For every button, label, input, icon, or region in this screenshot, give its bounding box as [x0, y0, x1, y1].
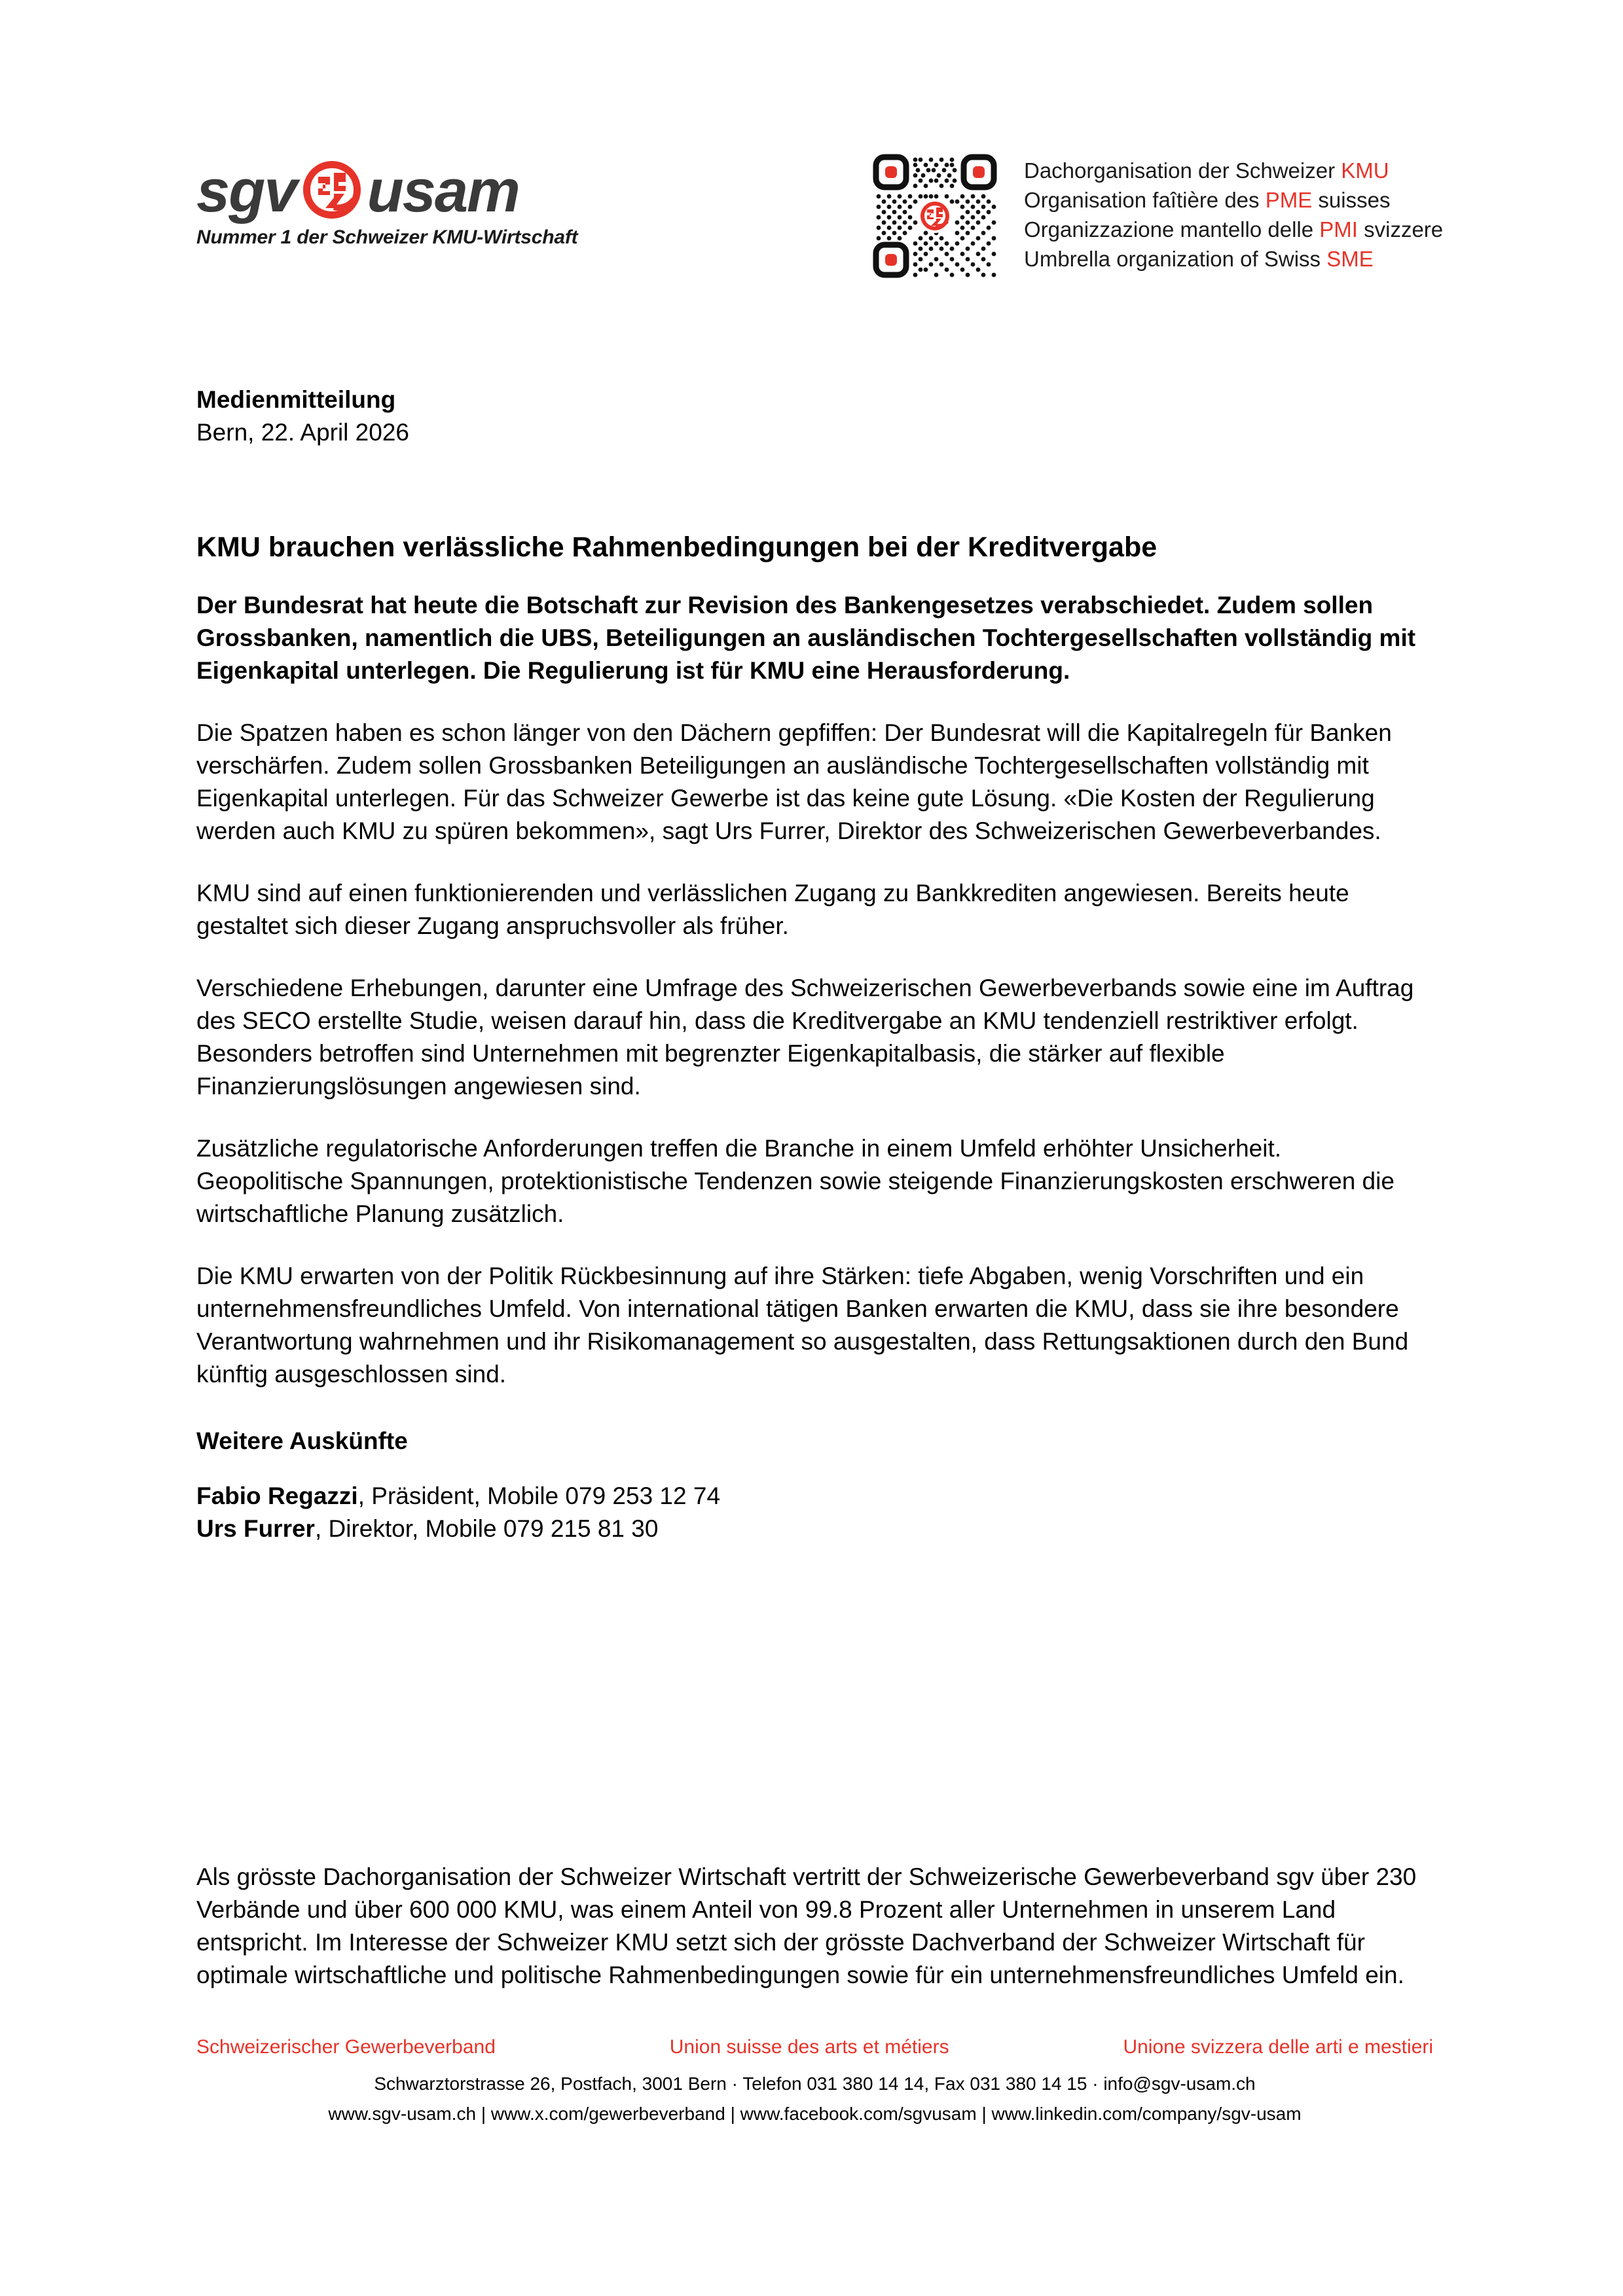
org-line-it-tail: svizzere [1357, 217, 1444, 242]
document-footer [196, 2034, 1433, 2128]
boilerplate-paragraph: Als grösste Dachorganisation der Schweizer Wirtschaft vertritt der Schweizerische Gewerbeverband sgv über 230 Verbände und über 600 000 KMU, was einem Anteil von 99.8 Prozent aller Unternehmen in unserem Land entspricht. Im Interesse der Schweizer KMU setzt sich der grösste Dachverband der Schweizer Wirtschaft für optimale wirtschaftliche und politische Rahmenbedingungen sowie für ein unternehmensfreundliches Umfeld ein. [196, 1863, 1417, 1988]
org-line-en-text: Umbrella organization of Swiss [1024, 247, 1327, 271]
contact-row-president [196, 1480, 1444, 1513]
org-line-fr [1024, 185, 1443, 215]
footer-org-it: Unione svizzera delle arti e mestieri [1123, 2036, 1433, 2058]
logo-tagline: Nummer 1 der Schweizer KMU-Wirtschaft [196, 226, 578, 248]
document-type-label: Medienmitteilung [196, 386, 396, 413]
body-paragraph-3: Verschiedene Erhebungen, darunter eine Umfrage des Schweizerischen Gewerbeverbands sowie eine im Auftrag des SECO erstellte Studie, weisen darauf hin, dass die Kreditvergabe an KMU tendenziell restriktiver erfolgt. Besonders betroffen sind Unternehmen mit begrenzter Eigenkapitalbasis, die stärker auf flexible Finanzierungslösungen angewiesen sind. [196, 975, 1414, 1100]
contact-detail-director: , Direktor, Mobile 079 215 81 30 [314, 1515, 659, 1542]
contact-section-heading: Weitere Auskünfte [196, 1427, 408, 1454]
contact-name-director: Urs Furrer [196, 1515, 315, 1542]
sgv-swiss-cross-emblem-icon [298, 157, 366, 225]
organization-tagline-list [1024, 152, 1443, 274]
lead-paragraph: Der Bundesrat hat heute die Botschaft zur Revision des Bankengesetzes verabschiedet. Zudem sollen Grossbanken, namentlich die UBS, Beteiligungen an ausländischen Tochtergesellschaften vollständig mit Eigenkapital unterlegen. Die Regulierung ist für KMU eine Herausforderung. [196, 592, 1416, 684]
footer-org-fr: Union suisse des arts et métiers [669, 2036, 949, 2058]
body-paragraph-5: Die KMU erwarten von der Politik Rückbesinnung auf ihre Stärken: tiefe Abgaben, wenig Vorschriften und ein unternehmensfreundliches Umfeld. Von international tätigen Banken erwarten die KMU, dass sie ihre besondere Verantwortung wahrnehmen und ihr Risikomanagement so ausgestalten, dass Rettungsaktionen durch den Bund künftig ausgeschlossen sind. [196, 1263, 1409, 1388]
body-paragraph-4: Zusätzliche regulatorische Anforderungen treffen die Branche in einem Umfeld erhöhter Unsicherheit. Geopolitische Spannungen, protektionistische Tendenzen sowie steigende Finanzierungskosten erschweren die wirtschaftliche Planung zusätzlich. [196, 1135, 1395, 1227]
footer-org-de: Schweizerischer Gewerbeverband [196, 2036, 496, 2058]
organization-identity [871, 152, 1443, 280]
qr-code-icon[interactable] [871, 152, 999, 280]
org-line-de-text: Dachorganisation der Schweizer [1024, 158, 1341, 183]
org-line-it-accent: PMI [1319, 217, 1358, 242]
body-paragraph-1: Die Spatzen haben es schon länger von den Dächern gepfiffen: Der Bundesrat will die Kapitalregeln für Banken verschärfen. Zudem sollen Grossbanken Beteiligungen an ausländische Tochtergesellschaften vollständig mit Eigenkapital unterlegen. Für das Schweizer Gewerbe ist das keine gute Lösung. «Die Kosten der Regulierung werden auch KMU zu spüren bekommen», sagt Urs Furrer, Direktor des Schweizerischen Gewerbeverbandes. [196, 719, 1392, 844]
org-line-en-accent: SME [1326, 247, 1374, 271]
org-line-fr-accent: PME [1265, 188, 1313, 212]
org-line-fr-text: Organisation faîtière des [1024, 188, 1266, 212]
body-paragraph-2: KMU sind auf einen funktionierenden und verlässlichen Zugang zu Bankkrediten angewiesen. Bereits heute gestaltet sich dieser Zugang anspruchsvoller als früher. [196, 880, 1349, 939]
org-line-it-text: Organizzazione mantello delle [1024, 217, 1320, 242]
document-body [196, 384, 1444, 1545]
org-line-en [1024, 244, 1443, 274]
org-line-fr-tail: suisses [1312, 188, 1391, 212]
footer-web-line[interactable]: www.sgv-usam.ch | www.x.com/gewerbeverband | www.facebook.com/sgvusam | www.linkedin.com/company/sgv-usam [328, 2104, 1302, 2124]
contact-row-director [196, 1513, 1444, 1545]
logo-text-sgv: sgv [196, 158, 297, 224]
contact-name-president: Fabio Regazzi [196, 1482, 358, 1509]
contact-list [196, 1480, 1444, 1545]
dateline: Bern, 22. April 2026 [196, 419, 409, 446]
org-line-it [1024, 215, 1443, 244]
document-header [0, 145, 1623, 289]
footer-address-line: Schwarztorstrasse 26, Postfach, 3001 Bern · Telefon 031 380 14 14, Fax 031 380 14 15 · info@sgv-usam.ch [374, 2073, 1256, 2094]
footer-organization-names [196, 2034, 1433, 2060]
sgv-usam-logo [196, 160, 602, 249]
logo-wordmark [196, 160, 602, 223]
contact-detail-president: , Präsident, Mobile 079 253 12 74 [357, 1482, 721, 1509]
org-line-de [1024, 156, 1443, 185]
page-title: KMU brauchen verlässliche Rahmenbedingungen bei der Kreditvergabe [196, 531, 1158, 563]
logo-text-usam: usam [367, 158, 519, 224]
org-line-de-accent: KMU [1341, 158, 1389, 183]
